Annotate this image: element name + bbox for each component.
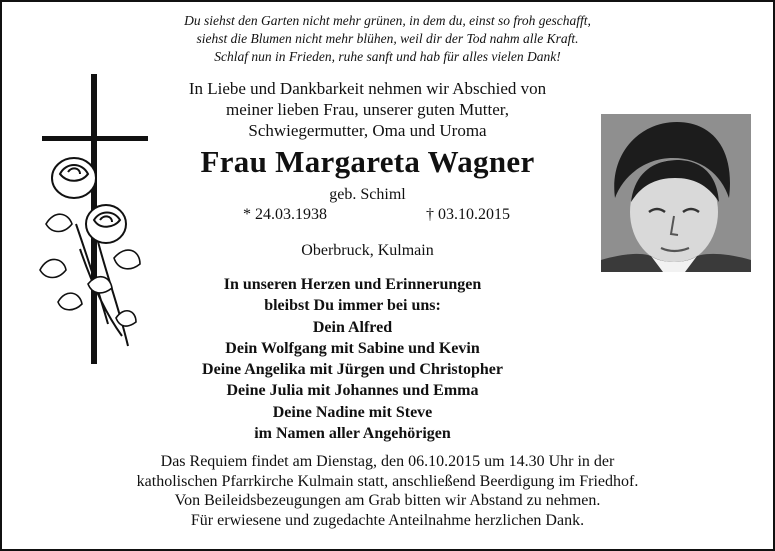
intro-line: In Liebe und Dankbarkeit nehmen wir Abschied von [188,79,547,98]
place: Oberbruck, Kulmain [301,242,434,259]
poem [0,12,775,66]
portrait-photo [601,114,751,272]
notice-line: katholischen Pfarrkirche Kulmain statt, anschließend Beerdigung im Friedhof. [136,472,639,490]
birth-date: * 24.03.1938 [243,206,327,223]
mourners-line: Dein Alfred [312,318,393,336]
intro-text [145,78,590,141]
notice-line: Von Beileidsbezeugungen am Grab bitten wir Abstand zu nehmen. [174,492,601,510]
intro-line: meiner lieben Frau, unserer guten Mutter, [225,100,510,119]
mourners-line: bleibst Du immer bei uns: [264,297,441,315]
cross-with-roses-icon [36,74,152,366]
death-date: † 03.10.2015 [426,206,510,223]
poem-line: siehst die Blumen nicht mehr blühen, weil dir der Tod nahm alle Kraft. [196,31,579,46]
birth-name: geb. Schiml [329,186,406,203]
mourners-line: Deine Angelika mit Jürgen und Christopher [202,361,503,379]
mourners-line: Dein Wolfgang mit Sabine und Kevin [225,339,480,357]
deceased-name: Frau Margareta Wagner [200,144,535,179]
mourners-list [145,274,560,444]
notice-line: Für erwiesene und zugedachte Anteilnahme herzlichen Dank. [190,511,585,529]
intro-line: Schwiegermutter, Oma und Uroma [248,121,487,140]
notice-line: Das Requiem findet am Dienstag, den 06.10.2015 um 14.30 Uhr in der [160,453,615,470]
mourners-line: Deine Julia mit Johannes und Emma [226,382,479,400]
mourners-line: In unseren Herzen und Erinnerungen [223,276,482,293]
poem-line: Du siehst den Garten nicht mehr grünen, in dem du, einst so froh geschafft, [184,13,591,28]
mourners-line: im Namen aller Angehörigen [254,425,451,443]
poem-line: Schlaf nun in Frieden, ruhe sanft und hab für alles vielen Dank! [214,49,561,64]
funeral-notice [0,452,775,530]
life-dates [145,206,590,228]
mourners-line: Deine Nadine mit Steve [272,403,433,421]
